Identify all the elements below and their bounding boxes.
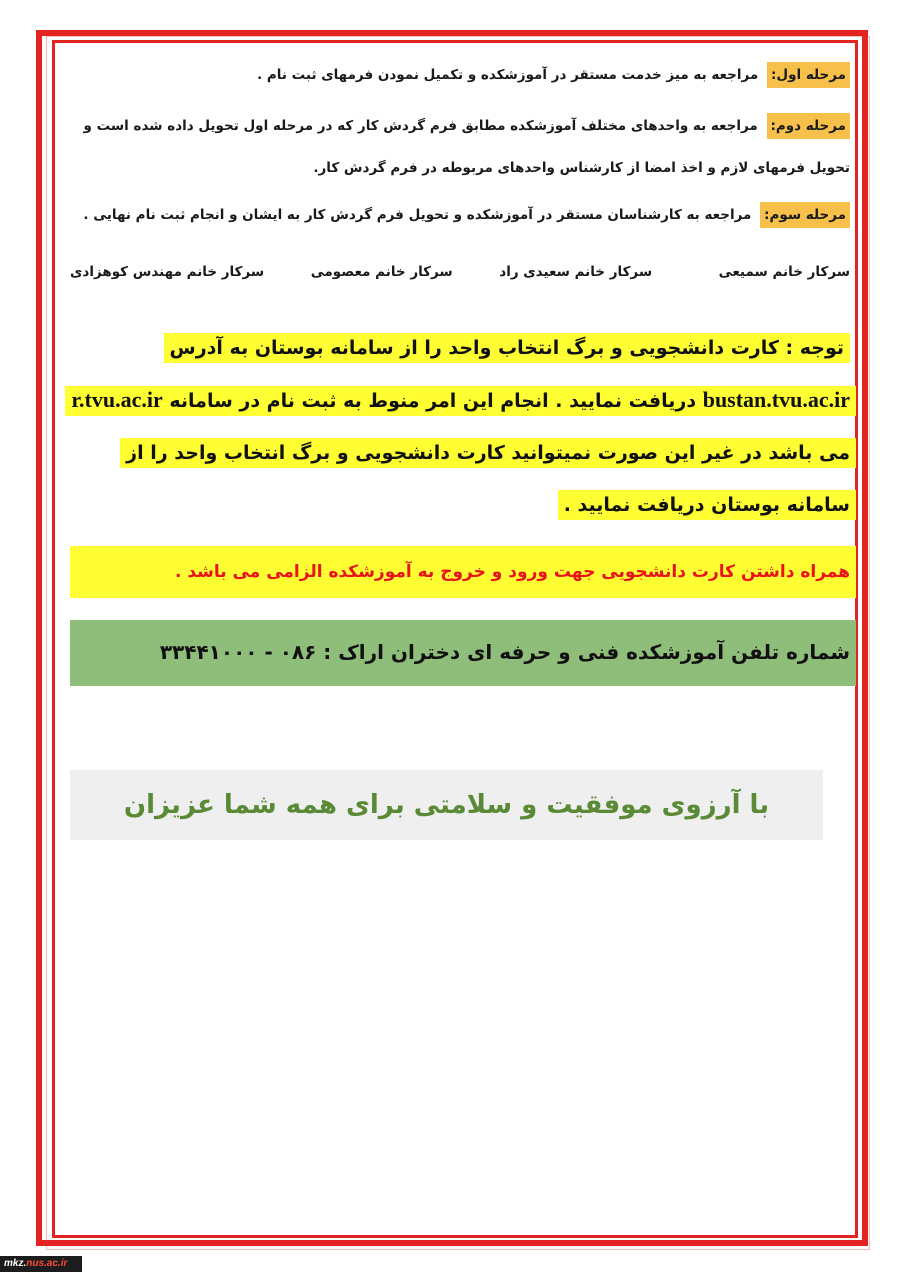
notice-highlight bbox=[65, 333, 856, 520]
step-third bbox=[70, 202, 850, 228]
staff-name: سرکار خانم سعیدی راد bbox=[499, 264, 653, 280]
step-second bbox=[70, 105, 850, 189]
site-watermark bbox=[0, 1256, 82, 1272]
notice-url-bustan: bustan.tvu.ac.ir bbox=[702, 387, 850, 412]
closing-wish: با آرزوی موفقیت و سلامتی برای همه شما عزیزان bbox=[70, 770, 823, 840]
step-third-tag: مرحله سوم: bbox=[760, 202, 850, 228]
staff-name: سرکار خانم سمیعی bbox=[718, 264, 850, 280]
step-third-text: مراجعه به کارشناسان مستقر در آموزشکده و تحویل فرم گردش کار به ایشان و انجام ثبت نام نهایی . bbox=[83, 207, 752, 223]
notice-text-3: می باشد در غیر این صورت نمیتوانید کارت دانشجویی و برگ انتخاب واحد را از سامانه بوستان دریافت نمایید . bbox=[126, 442, 850, 516]
phone-number-banner: شماره تلفن آموزشکده فنی و حرفه ای دختران اراک : ۰۸۶ - ۳۳۴۴۱۰۰۰ bbox=[70, 620, 856, 686]
watermark-domain: nus.ac.ir bbox=[26, 1258, 68, 1269]
staff-list bbox=[70, 264, 850, 280]
step-first-text: مراجعه به میز خدمت مستقر در آموزشکده و تکمیل نمودن فرمهای ثبت نام . bbox=[257, 67, 759, 83]
student-card-requirement: همراه داشتن کارت دانشجویی جهت ورود و خروج به آموزشکده الزامی می باشد . bbox=[70, 546, 856, 598]
staff-name: سرکار خانم معصومی bbox=[310, 264, 453, 280]
step-second-tag: مرحله دوم: bbox=[767, 113, 851, 139]
watermark-prefix: mkz. bbox=[4, 1258, 27, 1269]
step-first bbox=[70, 62, 850, 88]
notice-text-2: دریافت نمایید . انجام این امر منوط به ثبت نام در سامانه bbox=[169, 390, 697, 412]
notice-text-1: توجه : کارت دانشجویی و برگ انتخاب واحد را از سامانه بوستان به آدرس bbox=[169, 337, 844, 359]
notice-url-registration: r.tvu.ac.ir bbox=[71, 387, 163, 412]
notice-block bbox=[70, 322, 856, 531]
staff-name: سرکار خانم مهندس کوهزادی bbox=[70, 264, 265, 280]
step-first-tag: مرحله اول: bbox=[767, 62, 850, 88]
step-second-text: مراجعه به واحدهای مختلف آموزشکده مطابق فرم گردش کار که در مرحله اول تحویل داده شده است و تحویل فرمهای لازم و اخذ امضا از کارشناس واحدهای مربوطه در فرم گردش کار. bbox=[83, 118, 850, 176]
